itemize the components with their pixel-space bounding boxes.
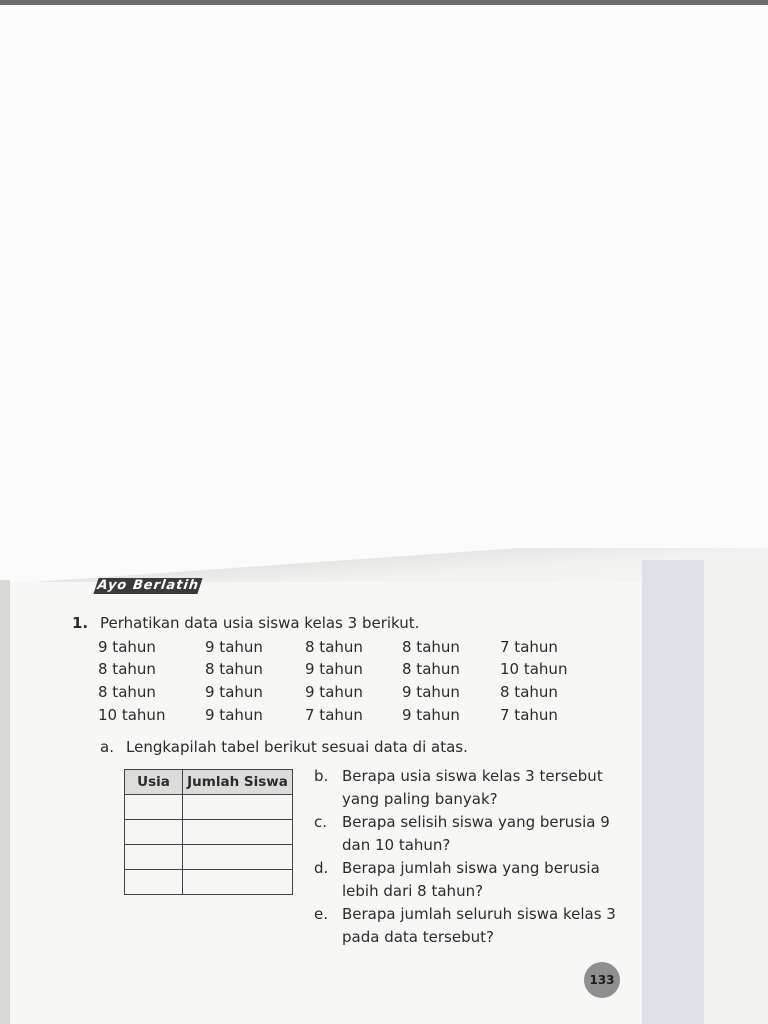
age-value: 7 tahun [305,706,363,724]
question-text: Berapa jumlah seluruh siswa kelas 3 pada data tersebut? [342,905,616,946]
section-header-ribbon: Ayo Berlatih [94,578,202,593]
table-row [125,795,293,820]
blank-jumlah-cell [183,795,293,820]
question-label: d. [314,859,329,877]
table-row [125,870,293,895]
age-value: 9 tahun [205,638,263,656]
age-value: 9 tahun [402,706,460,724]
table-row [125,845,293,870]
age-value: 8 tahun [98,683,156,701]
age-value: 8 tahun [402,660,460,678]
table-row [125,820,293,845]
age-value: 10 tahun [500,660,568,678]
age-data-row [98,683,618,705]
question-text: Berapa selisih siswa yang berusia 9 dan 10 tahun? [342,813,610,854]
table-header-row [125,770,293,795]
part-a-label: a. [100,738,114,756]
page-number-badge: 133 [584,962,620,998]
blank-jumlah-cell [183,820,293,845]
blank-usia-cell [125,870,183,895]
column-header-jumlah-siswa: Jumlah Siswa [183,770,293,795]
left-margin-band [0,580,10,1024]
problem-prompt: Perhatikan data usia siswa kelas 3 berikut. [100,614,420,632]
question-label: e. [314,905,328,923]
age-value: 10 tahun [98,706,166,724]
age-data-row [98,706,618,728]
side-color-band [642,560,704,1024]
question-label: c. [314,813,328,831]
age-value: 7 tahun [500,638,558,656]
question-text: Berapa usia siswa kelas 3 tersebut yang paling banyak? [342,767,603,808]
blank-usia-cell [125,845,183,870]
blank-jumlah-cell [183,845,293,870]
question-text: Berapa jumlah siswa yang berusia lebih dari 8 tahun? [342,859,600,900]
overlapping-blank-sheet [0,5,768,553]
age-value: 8 tahun [500,683,558,701]
age-data-row [98,660,618,682]
age-value: 9 tahun [205,683,263,701]
part-a-instruction: Lengkapilah tabel berikut sesuai data di atas. [126,738,468,756]
age-value: 8 tahun [205,660,263,678]
blank-jumlah-cell [183,870,293,895]
age-value: 8 tahun [305,638,363,656]
problem-number: 1. [72,614,89,632]
age-value: 9 tahun [402,683,460,701]
age-frequency-table [124,769,293,895]
age-value: 9 tahun [98,638,156,656]
age-data-row [98,638,618,660]
age-value: 8 tahun [402,638,460,656]
column-header-usia: Usia [125,770,183,795]
blank-usia-cell [125,795,183,820]
right-page-margin [704,560,768,1024]
age-value: 7 tahun [500,706,558,724]
question-label: b. [314,767,329,785]
blank-usia-cell [125,820,183,845]
age-value: 9 tahun [205,706,263,724]
age-value: 9 tahun [305,683,363,701]
age-value: 9 tahun [305,660,363,678]
age-value: 8 tahun [98,660,156,678]
